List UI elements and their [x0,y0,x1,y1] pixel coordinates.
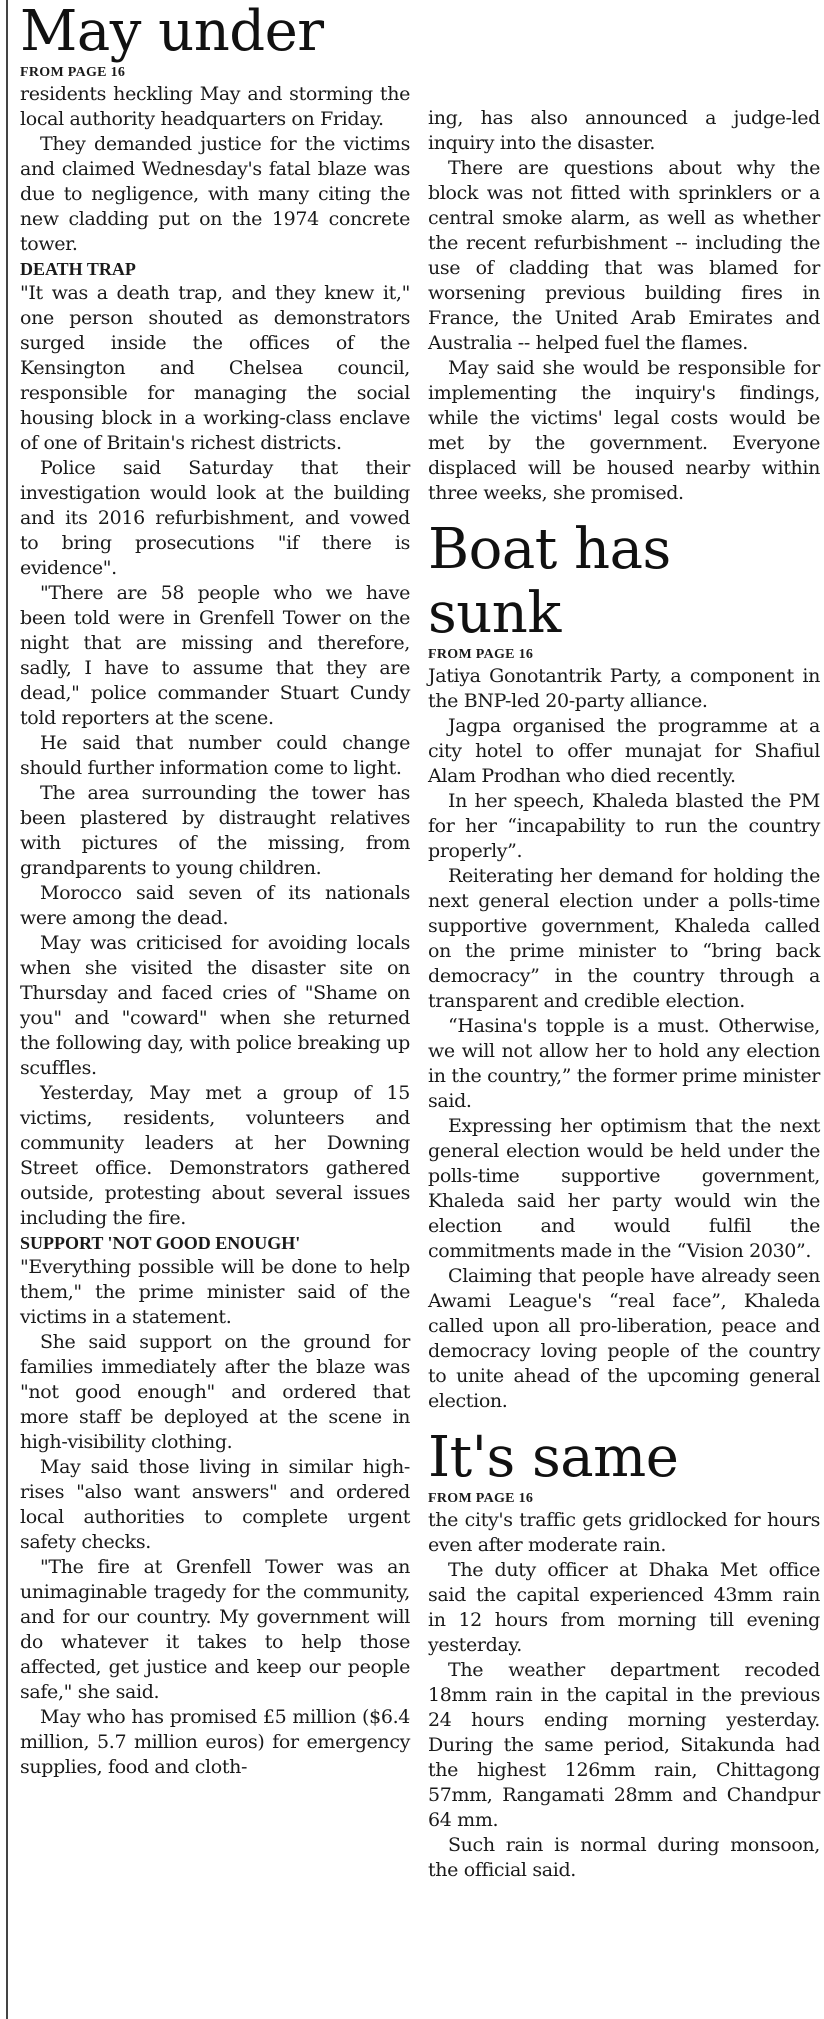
paragraph: "It was a death trap, and they knew it," one person shouted as demonstrators surged inside the offices of the Kensington and Chelsea council, responsible for managing the social housing block in a working-class enclave of one of Britain's richest districts. [20,282,410,454]
subhead-death-trap: DEATH TRAP [20,259,136,279]
paragraph: Police said Saturday that their investigation would look at the building and its 2016 refurbishment, and vowed to bring prosecutions "if there is evidence". [20,457,410,579]
paragraph: The weather department recoded 18mm rain in the capital in the previous 24 hours ending morning yesterday. During the same period, Sitakunda had the highest 126mm rain, Chittagong 57mm, Rangamati 28mm and Chandpur 64 mm. [428,1659,820,1831]
paragraph: May said she would be responsible for implementing the inquiry's findings, while the victims' legal costs would be met by the government. Everyone displaced will be housed nearby within three weeks, she promised. [428,357,820,504]
paragraph: Jatiya Gonotantrik Party, a component in the BNP-led 20-party alliance. [428,665,820,712]
paragraph: Such rain is normal during monsoon, the official said. [428,1834,820,1881]
paragraph: Morocco said seven of its nationals were among the dead. [20,882,410,929]
column-rule [6,0,8,2019]
paragraph: "The fire at Grenfell Tower was an unimaginable tragedy for the community, and for our country. My government will do whatever it takes to help those affected, get justice and keep our people safe," she said. [20,1556,410,1703]
headline-its-same: It's same [428,1425,679,1490]
from-page-label: FROM PAGE 16 [428,1491,534,1506]
paragraph: There are questions about why the block was not fitted with sprinklers or a central smoke alarm, as well as whether the recent refurbishment -- including the use of cladding that was blamed for worsening previous building fires in France, the United Arab Emirates and Australia -- helped fuel the flames. [428,157,820,354]
paragraph: ing, has also announced a judge-led inquiry into the disaster. [428,107,820,154]
paragraph: Expressing her optimism that the next general election would be held under the polls-time supportive government, Khaleda said her party would win the election and would fulfil the commitments made in the “Vision 2030”. [428,1115,820,1262]
from-page-label: FROM PAGE 16 [20,65,126,80]
paragraph: the city's traffic gets gridlocked for hours even after moderate rain. [428,1509,820,1556]
paragraph: Jagpa organised the programme at a city hotel to offer munajat for Shafiul Alam Prodhan who died recently. [428,715,820,787]
paragraph: “Hasina's topple is a must. Otherwise, we will not allow her to hold any election in the country,” the former prime minister said. [428,1015,820,1112]
paragraph: May who has promised £5 million ($6.4 million, 5.7 million euros) for emergency supplies, food and cloth- [20,1706,410,1778]
paragraph: In her speech, Khaleda blasted the PM for her “incapability to run the country properly”. [428,790,820,862]
article-continuation [428,106,820,506]
paragraph: "Everything possible will be done to help them," the prime minister said of the victims in a statement. [20,1256,410,1328]
paragraph: May was criticised for avoiding locals when she visited the disaster site on Thursday and faced cries of "Shame on you" and "coward" when she returned the following day, with police breaking up scuffles. [20,932,410,1079]
paragraph: Claiming that people have already seen Awami League's “real face”, Khaleda called upon all pro-liberation, peace and democracy loving people of the country to unite ahead of the upcoming general election. [428,1265,820,1412]
article-may-under [20,0,410,1780]
paragraph: He said that number could change should further information come to light. [20,732,410,779]
paragraph: May said those living in similar high-rises "also want answers" and ordered local authorities to complete urgent safety checks. [20,1456,410,1553]
paragraph: Reiterating her demand for holding the next general election under a polls-time supportive government, Khaleda called on the prime minister to “bring back democracy” in the country through a transparent and credible election. [428,865,820,1012]
right-column [428,0,820,1883]
headline-boat-has-sunk: Boat has sunk [428,517,671,646]
paragraph: They demanded justice for the victims and claimed Wednesday's fatal blaze was due to negligence, with many citing the new cladding put on the 1974 concrete tower. [20,133,410,255]
paragraph: The duty officer at Dhaka Met office said the capital experienced 43mm rain in 12 hours from morning till evening yesterday. [428,1559,820,1656]
paragraph: Yesterday, May met a group of 15 victims, residents, volunteers and community leaders at her Downing Street office. Demonstrators gathered outside, protesting about several issues including the fire. [20,1082,410,1229]
subhead-support: SUPPORT 'NOT GOOD ENOUGH' [20,1233,301,1253]
from-page-label: FROM PAGE 16 [428,647,534,662]
paragraph: She said support on the ground for families immediately after the blaze was "not good enough" and ordered that more staff be deployed at the scene in high-visibility clothing. [20,1331,410,1453]
paragraph: The area surrounding the tower has been plastered by distraught relatives with pictures of the missing, from grandparents to young children. [20,782,410,879]
paragraph: residents heckling May and storming the local authority headquarters on Friday. [20,83,410,130]
paragraph: "There are 58 people who we have been told were in Grenfell Tower on the night that are missing and therefore, sadly, I have to assume that they are dead," police commander Stuart Cundy told reporters at the scene. [20,582,410,729]
article-its-same [428,1426,820,1883]
headline-may-under: May under [20,0,324,64]
article-boat-has-sunk [428,518,820,1414]
